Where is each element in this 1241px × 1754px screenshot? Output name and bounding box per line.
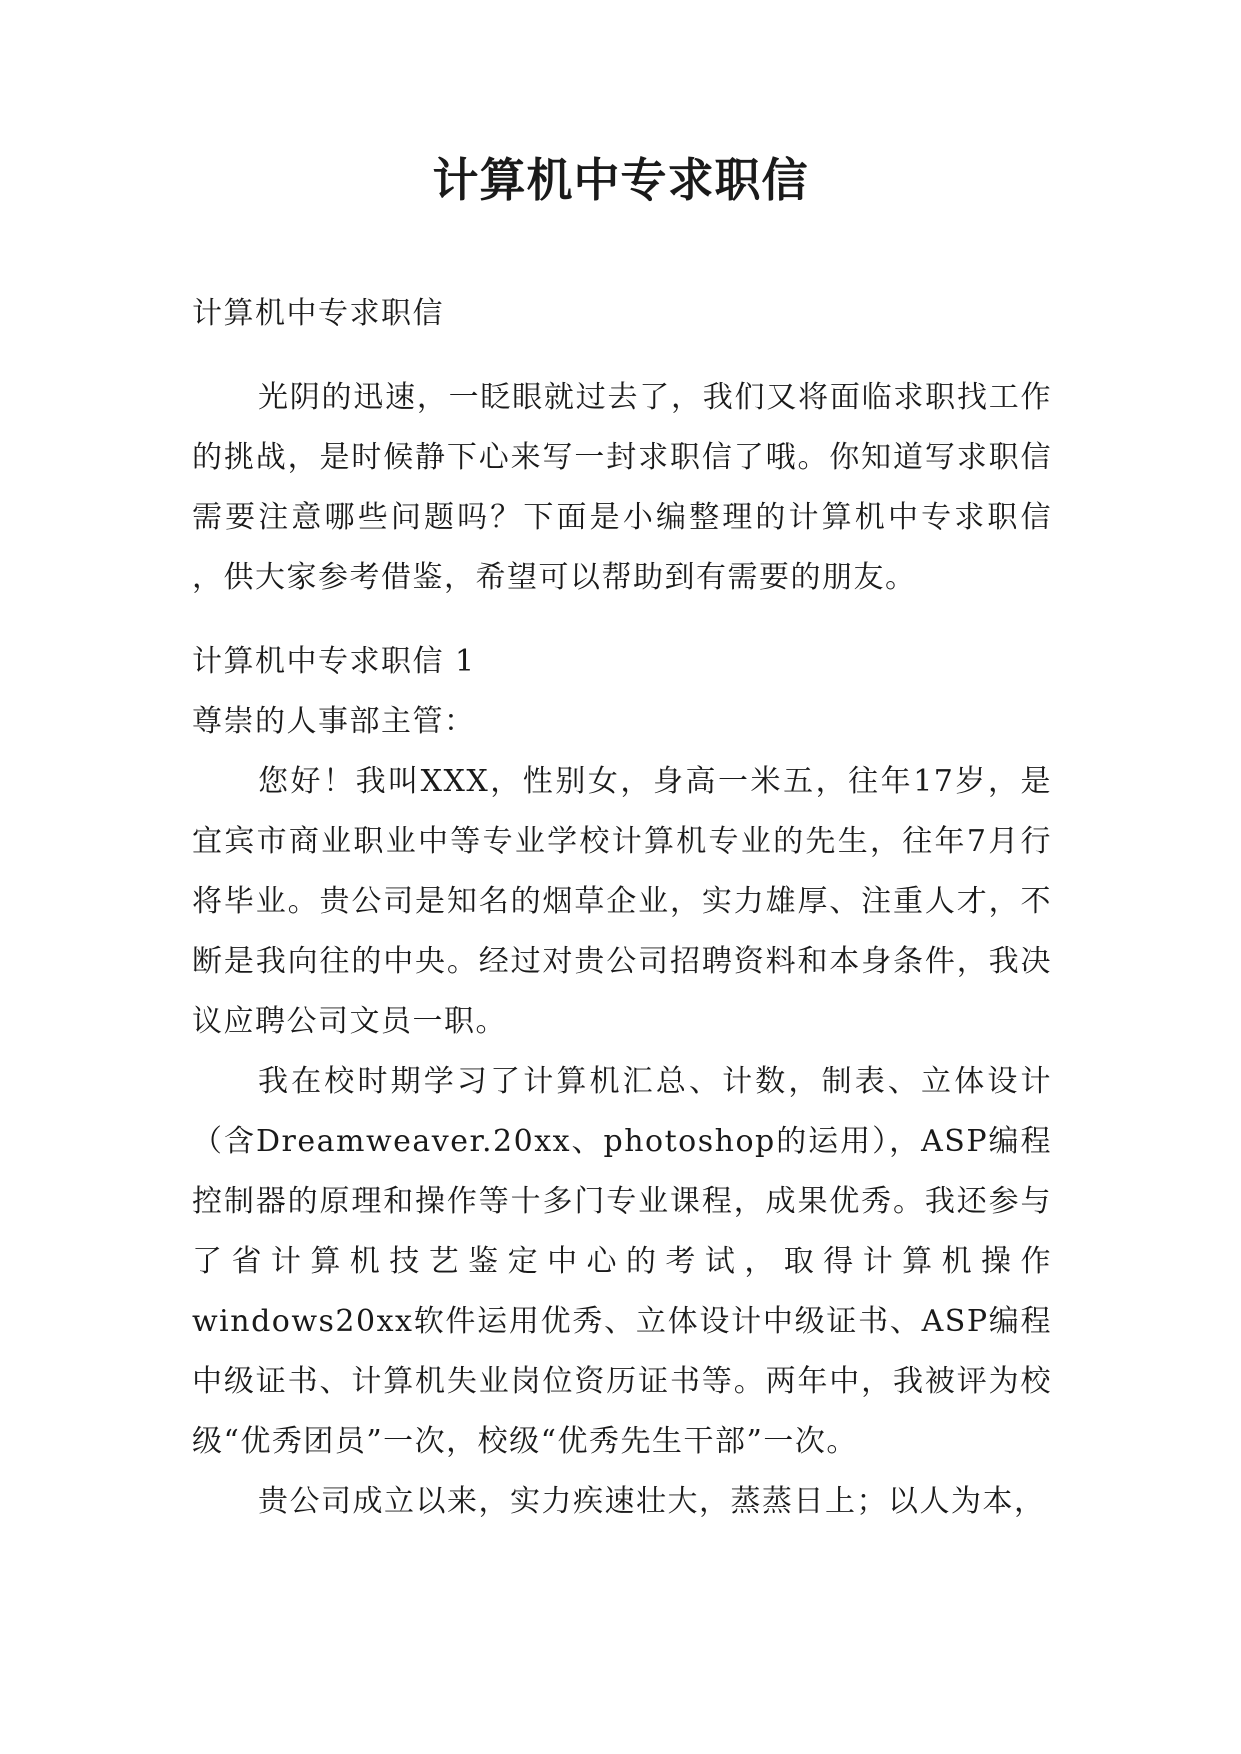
document-title: 计算机中专求职信 bbox=[432, 153, 809, 207]
document-body bbox=[192, 284, 1052, 1532]
letter-paragraph: 贵公司成立以来，实力疾速壮大，蒸蒸日上；以人为本， bbox=[258, 1484, 1046, 1519]
document-subtitle: 计算机中专求职信 bbox=[192, 296, 444, 331]
salutation: 尊崇的人事部主管： bbox=[192, 704, 476, 739]
letter-paragraph: 我在校时期学习了计算机汇总、计数，制表、立体设计（含Dreamweaver.20xx、photoshop的运用），ASP编程控制器的原理和操作等十多门专业课程，成果优秀。我还参与了省计算机技艺鉴定中心的考试，取得计算机操作windows20xx软件运用优秀、立体设计中级证书、ASP编程中级证书、计算机失业岗位资历证书等。两年中，我被评为校级“优秀团员”一次，校级“优秀先生干部”一次。 bbox=[192, 1064, 1052, 1459]
section-heading: 计算机中专求职信 1 bbox=[192, 644, 476, 679]
letter-paragraph: 您好！我叫XXX，性别女，身高一米五，往年17岁，是宜宾市商业职业中等专业学校计算机专业的先生，往年7月行将毕业。贵公司是知名的烟草企业，实力雄厚、注重人才，不断是我向往的中央。经过对贵公司招聘资料和本身条件，我决议应聘公司文员一职。 bbox=[192, 764, 1052, 1039]
intro-paragraph: 光阴的迅速，一眨眼就过去了，我们又将面临求职找工作的挑战，是时候静下心来写一封求职信了哦。你知道写求职信需要注意哪些问题吗？下面是小编整理的计算机中专求职信 ，供大家参考借鉴，希望可以帮助到有需要的朋友。 bbox=[192, 380, 1052, 595]
